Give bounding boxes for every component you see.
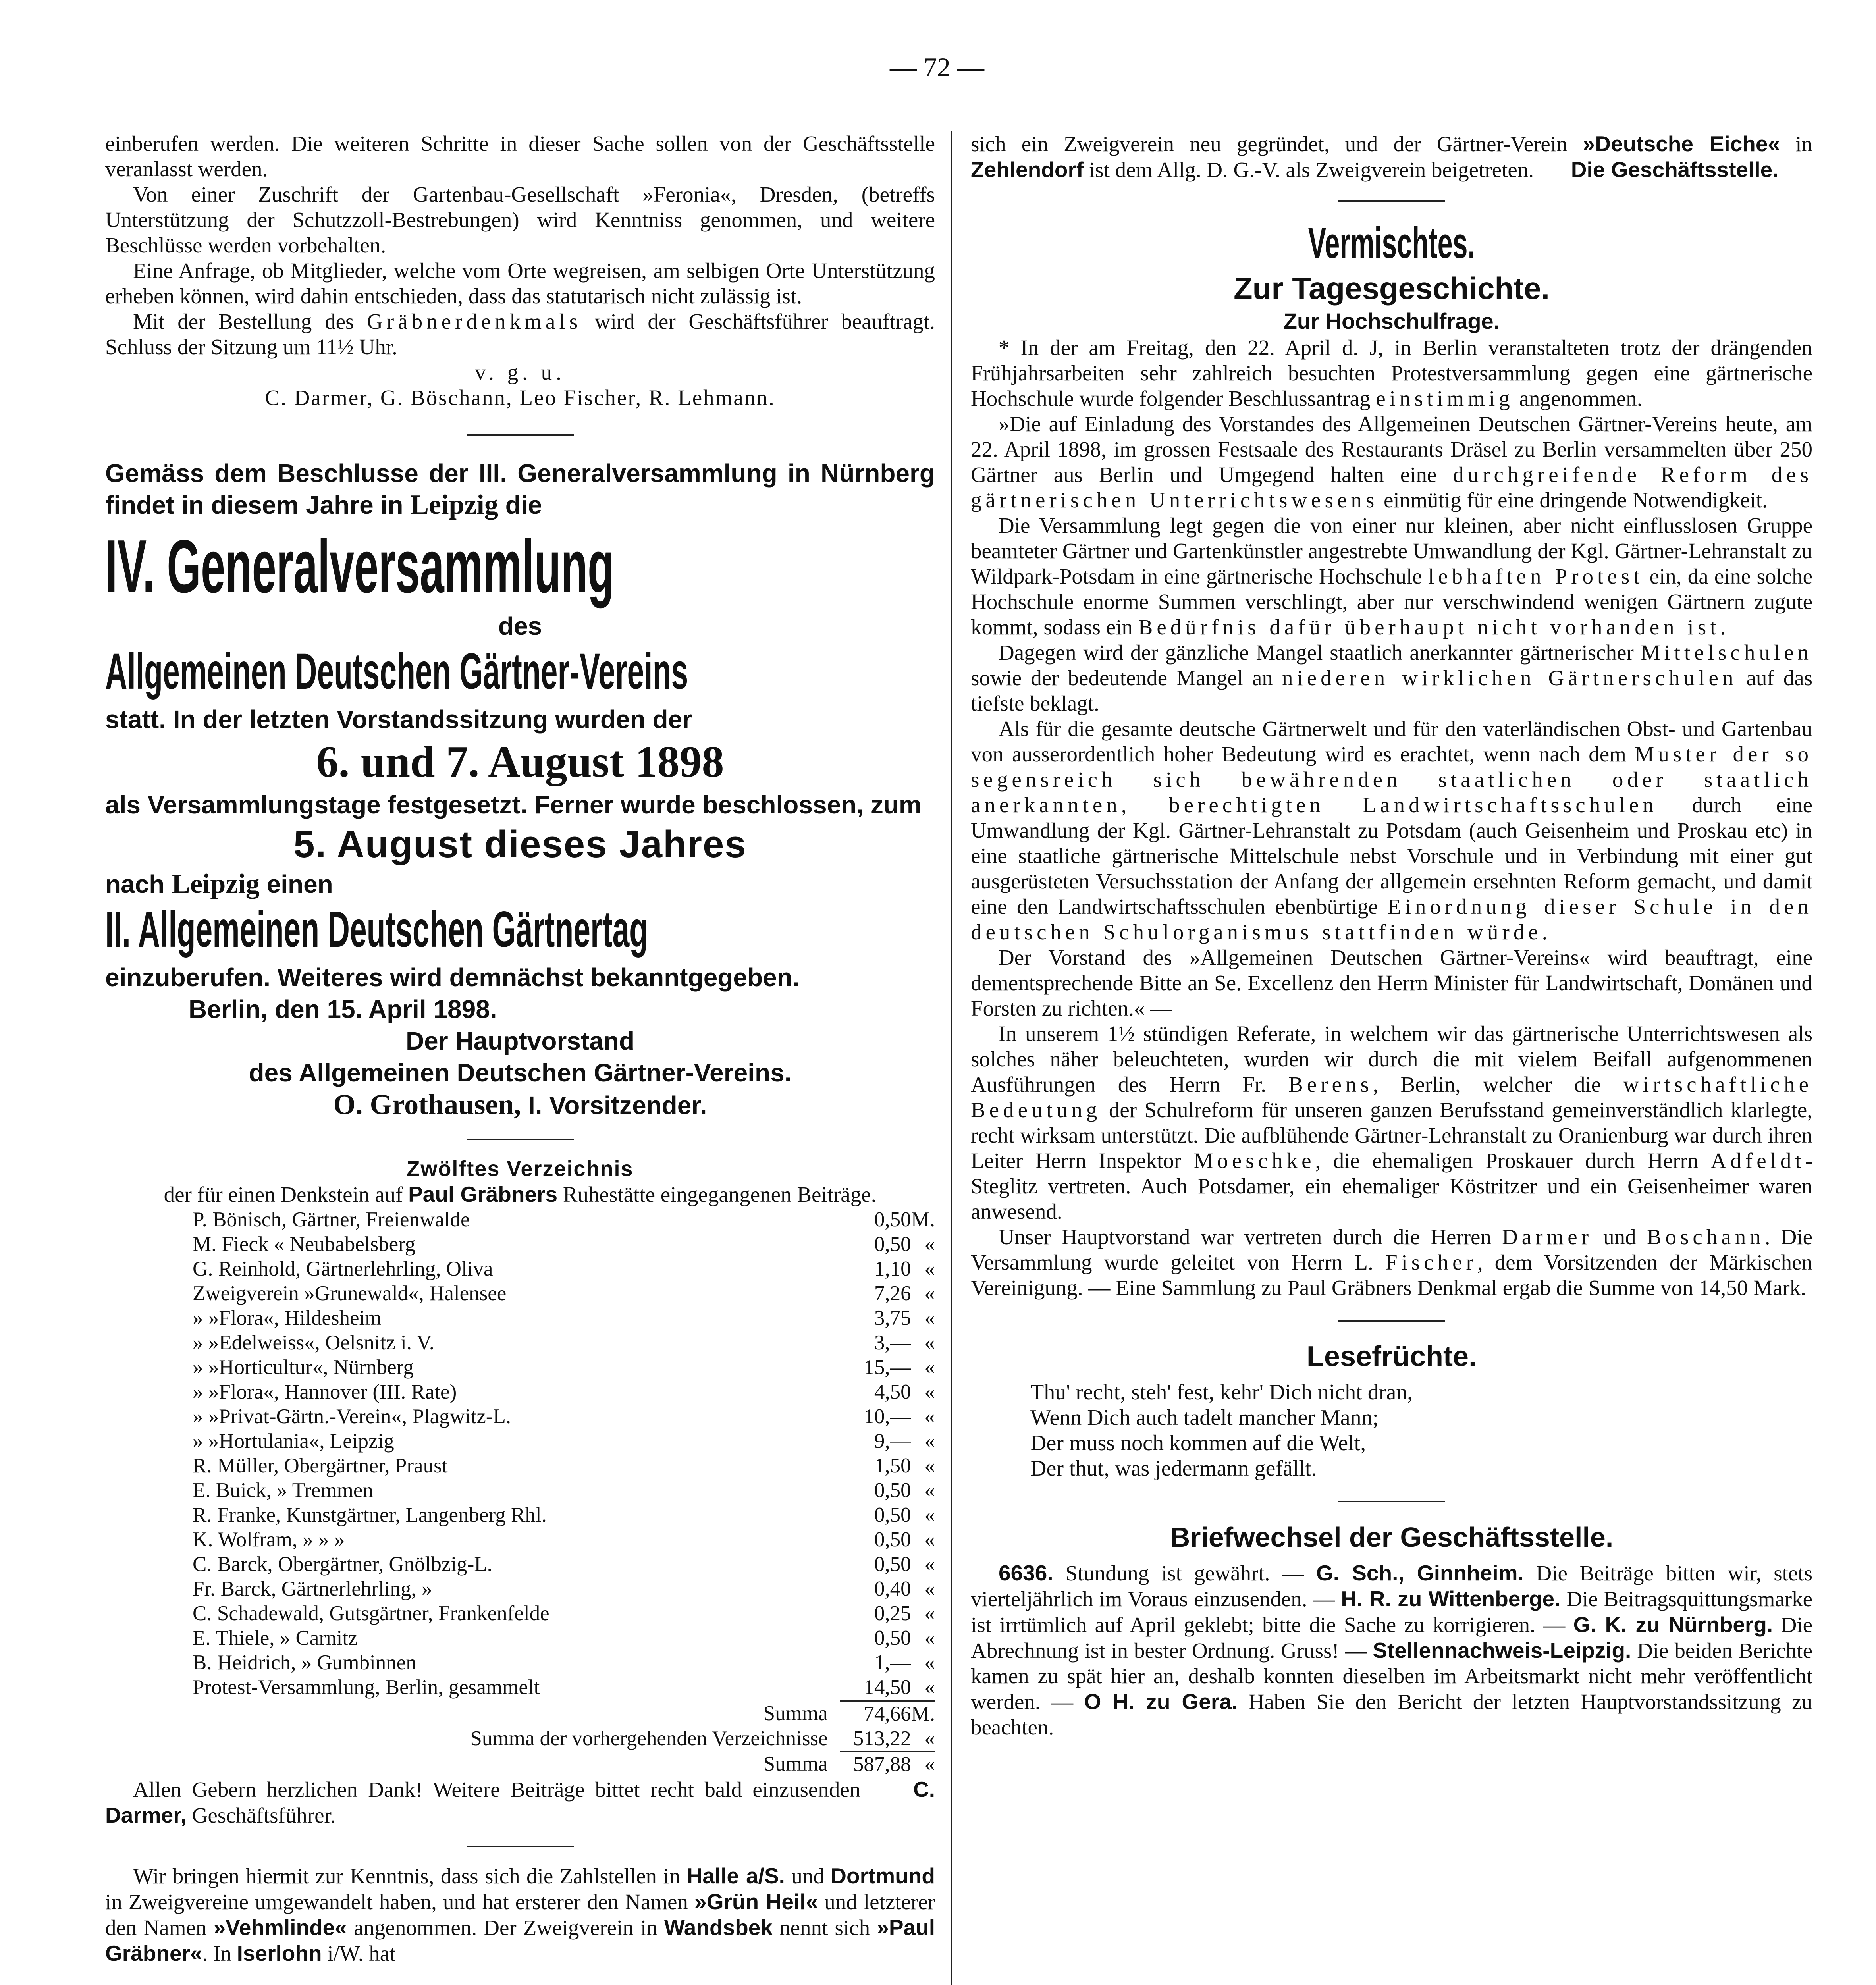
emphasized-text: Wandsbek [664,1915,773,1940]
emphasized-text: Dortmund [831,1864,935,1888]
donor-name: G. Reinhold, Gärtnerlehrling, Oliva [193,1257,493,1280]
table-row [224,1752,935,1777]
text: -Steglitz vertreten. Auch Potsdamer, ein ehemaliger Köstritzer und ein Geisenheimer waren anwesend. [971,1149,1813,1224]
emphasized-text: Halle a/S. [686,1864,785,1888]
text: als Versammlungstage festgesetzt. Ferner wurde beschlossen, zum [105,790,922,819]
unit: M. [911,1208,935,1231]
text: , die ehemaligen Proskauer durch Herrn [1315,1149,1699,1173]
emphasized-text: O H. zu Gera. [1084,1689,1238,1714]
emphasized-text: Adfeldt [1710,1149,1805,1173]
zahlstellen-paragraph [105,1863,935,1966]
donation-amount: 4,50 [874,1380,911,1403]
announcement [105,457,935,1121]
text: angenommen. Der Zweigverein in [347,1916,664,1940]
paragraph [971,640,1812,716]
unit: « [924,1257,935,1280]
donor-name: » »Flora«, Hildesheim [193,1307,382,1330]
text: des Allgemeinen Deutschen Gärtner-Vereins. [249,1058,792,1087]
donation-amount: 0,50 [874,1503,911,1526]
table-row [193,1257,935,1281]
emphasized-text: Bedürfnis dafür überhaupt nicht vorhanden ist. [1138,615,1730,639]
paragraph [971,716,1812,945]
donation-amount: 0,40 [874,1577,911,1600]
table-row [193,1601,935,1626]
summary-table [224,1700,935,1777]
emphasized-text: »Grün Heil« [694,1889,818,1914]
city-name: Leipzig [410,490,498,520]
text: ein, da eine solche Hochschule enorme Summen verschlingt, aber nur verschwindend wenigen Gärtnern zugute kommt, sodass ein [971,564,1813,639]
emphasized-text: »Deutsche Eiche« [1583,131,1780,156]
donor-name: B. Heidrich, » Gumbinnen [193,1651,416,1674]
announcement-signature [105,1089,935,1121]
emphasized-text: »Vehmlinde« [213,1915,347,1940]
table-row [193,1576,935,1601]
emphasized-text: wirtschaftliche Bedeutung [971,1072,1812,1122]
unit: « [924,1528,935,1551]
emphasized-text: Gräbnerdenkmals [367,309,582,333]
headline-wrap [105,900,935,962]
emphasized-text: Stellennachweis-Leipzig. [1373,1638,1631,1663]
unit: « [924,1479,935,1502]
gaertnertag-date: 5. August dieses Jahres [293,823,747,865]
text: Wir bringen hiermit zur Kenntnis, dass sich die Zahlstellen in [133,1864,687,1888]
unit: « [924,1430,935,1453]
text: nach [105,870,165,898]
text: i/W. hat [322,1941,396,1966]
unit: « [924,1233,935,1256]
list-title: Zwölftes Verzeichnis [407,1157,634,1181]
unit: « [924,1405,935,1428]
emphasized-text: niederen wirklichen Gärtnerschulen [1282,666,1737,690]
text: auf das tiefste beklagt. [971,666,1813,715]
paragraph [971,335,1812,411]
emphasized-text: G. K. zu Nürnberg. [1573,1612,1773,1637]
poem-line: Wenn Dich auch tadelt mancher Mann; [1030,1405,1379,1430]
donor-name: Protest-Versammlung, Berlin, gesammelt [193,1676,540,1699]
text: einzuberufen. Weiteres wird demnächst bekanntgegeben. [105,963,800,992]
paragraph: einberufen werden. Die weiteren Schritte in dieser Sache sollen von der Geschäftsstelle veranlasst werden. [105,131,935,181]
right-column [971,131,1812,1740]
section-heading: Vermischtes. [1308,219,1475,268]
unit: « [924,1503,935,1526]
unit: « [924,1454,935,1477]
headline-verein: Allgemeinen Deutschen Gärtner-Vereins [105,643,688,700]
table-row [193,1404,935,1429]
text: Die Versammlung legt gegen die von einer nur kleinen, aber nicht einflusslosen Gruppe beamteter Gärtner und Gartenkünstler angestrebte Umwandlung der Kgl. Gärtner-Lehranstalt zu Wildpark-Potsdam in eine gärtnerische Hochschule [971,513,1812,588]
donor-name: » »Privat-Gärtn.-Verein«, Plagwitz-L. [193,1405,511,1428]
emphasized-text: Zehlendorf [971,157,1084,182]
table-row [193,1503,935,1527]
donation-amount: 0,25 [874,1602,911,1625]
meeting-dates: 6. und 7. August 1898 [316,737,724,786]
text [105,868,935,900]
donor-name: E. Thiele, » Carnitz [193,1627,358,1650]
section-heading: Briefwechsel der Geschäftsstelle. [1170,1522,1614,1553]
text: Stundung ist gewährt. — [1053,1561,1316,1585]
donation-amount: 0,50 [874,1528,911,1551]
text: der für einen Denkstein auf [164,1182,403,1206]
text: Gemäss dem Beschlusse der III. Generalversammlung in Nürnberg findet in diesem Jahre in [105,459,935,519]
section-heading: Lesefrüchte. [1306,1341,1477,1372]
text: des [498,612,542,640]
donor-name: K. Wolfram, » » » [193,1528,345,1551]
signer-name: O. Grothausen, [333,1089,521,1120]
emphasized-text: G. Sch., Ginnheim. [1316,1561,1524,1585]
paragraph [971,1021,1812,1224]
emphasized-text: H. R. zu Wittenberge. [1341,1586,1561,1611]
headline-wrap [105,642,935,703]
text: die [505,491,542,519]
table-row [193,1675,935,1700]
unit: « [911,1752,935,1777]
donor-name: » »Horticultur«, Nürnberg [193,1356,414,1379]
text: , dem Vorsitzenden der Märkischen Vereinigung. — Eine Sammlung zu Paul Gräbners Denkmal ergab die Summe von 14,50 Mark. [971,1250,1812,1300]
unit: M. [911,1701,935,1727]
emphasized-text: Einordnung dieser Schule in den deutschen Schulorganismus stattfinden würde. [971,894,1812,944]
donor-name: P. Bönisch, Gärtner, Freienwalde [193,1208,470,1231]
table-row [193,1527,935,1552]
summa-total-label: Summa [763,1752,828,1775]
unit: « [924,1602,935,1625]
text: »Die auf Einladung des Vorstandes des Allgemeinen Deutschen Gärtner-Vereins heute, am 22. April 1898, im grossen Festsaale des Restaurants Dräsel zu Berlin versammelten über 250 Gärtner aus Berlin und Umgegend halten eine [971,412,1812,487]
donor-name: Fr. Barck, Gärtnerlehrling, » [193,1577,432,1600]
text: Unser Hauptvorstand war vertreten durch die Herren [999,1225,1491,1249]
emphasized-text: lebhaften Protest [1428,564,1644,588]
table-row [193,1207,935,1232]
summa-value: 74,66 [840,1701,911,1727]
text: Paul Gräbners [408,1182,558,1206]
text: und [1603,1225,1636,1249]
table-row [193,1453,935,1478]
signer-role: I. Vorsitzender. [528,1091,707,1120]
separator-rule [1338,1501,1445,1502]
summa-total-value: 587,88 [840,1752,911,1777]
signer-name: C. Darmer, [105,1777,935,1827]
unit: « [924,1627,935,1650]
text: ist dem Allg. D. G.-V. als Zweigverein beigetreten. [1084,158,1539,182]
unit: « [924,1307,935,1330]
donation-amount: 1,— [874,1651,911,1674]
donation-amount: 10,— [864,1405,911,1428]
paragraph [971,513,1812,640]
text: In unserem 1½ stündigen Referate, in welchem wir das gärtnerische Unterrichtswesen als solches näher beleuchteten, wurden wir durch die mit vielem Beifall aufgenommenen Ausführungen des Herrn Fr. [971,1021,1812,1097]
unit: « [924,1356,935,1379]
left-column [105,131,935,1966]
donation-amount: 3,75 [874,1307,911,1330]
text: Dagegen wird der gänzliche Mangel staatlich anerkannter gärtnerischer [999,640,1634,665]
text: Die Beiträge bitten wir, stets vierteljährlich im Voraus einzusenden. — [971,1561,1812,1611]
donation-amount: 1,10 [874,1257,911,1280]
poem [1030,1380,1812,1481]
signature: Die Geschäftsstelle. [1571,157,1779,182]
summa-prev-label: Summa der vorhergehenden Verzeichnisse [470,1727,828,1750]
paragraph: Von einer Zuschrift der Gartenbau-Gesellschaft »Feronia«, Dresden, (betreffs Unterstützung der Schutzzoll-Bestrebungen) wird Kenntniss genommen, und weitere Beschlüsse werden vorbehalten. [105,182,935,257]
table-row [224,1701,935,1727]
table-row [193,1650,935,1675]
thanks-paragraph [105,1777,935,1828]
text: . Die Versammlung wurde geleitet von Herrn L. [971,1225,1813,1274]
donor-name: » »Hortulania«, Leipzig [193,1430,394,1453]
table-row [193,1552,935,1576]
donor-name: Zweigverein »Grunewald«, Halensee [193,1282,507,1305]
announcement-intro [105,457,935,521]
separator-rule [467,434,574,436]
donor-name: E. Buick, » Tremmen [193,1479,373,1502]
city-name: Leipzig [172,869,260,899]
donation-amount: 0,50 [874,1553,911,1576]
donor-name: » »Edelweiss«, Oelsnitz i. V. [193,1331,434,1354]
continued-paragraph [971,131,1812,183]
summa-label: Summa [763,1702,828,1725]
signer-role: Geschäftsführer. [192,1803,336,1827]
table-row [193,1355,935,1380]
subheading: Zur Tagesgeschichte. [1233,271,1550,306]
page-number: — 72 — [890,52,984,82]
text: Der Hauptvorstand [405,1027,635,1055]
text: Die Beitragsquittungsmarke ist irrtümlich auf April geklebt; bitte die Sache zu korrigieren. — [971,1587,1812,1637]
text: sowie der bedeutende Mangel an [971,666,1273,690]
donation-amount: 0,50 [874,1233,911,1256]
donation-amount: 15,— [864,1356,911,1379]
poem-line: Thu' recht, steh' fest, kehr' Dich nicht dran, [1030,1380,1413,1405]
paragraph [971,1224,1812,1301]
table-row [193,1626,935,1650]
headline-gaertnertag: II. Allgemeinen Deutschen Gärtnertag [105,901,648,958]
unit: « [924,1380,935,1403]
separator-rule [1338,200,1445,202]
text: und [785,1864,831,1888]
poem-line: Der muss noch kommen auf die Welt, [1030,1431,1366,1455]
donor-name: R. Müller, Obergärtner, Praust [193,1454,448,1477]
headline-generalversammlung: IV. Generalversammlung [105,524,615,609]
table-row [224,1726,935,1752]
text: Haben Sie den Bericht der letzten Hauptvorstandssitzung zu beachten. [971,1690,1812,1739]
text: Die Abrechnung ist in bester Ordnung. Gruss! — [971,1613,1812,1663]
donor-name: R. Franke, Kunstgärtner, Langenberg Rhl. [193,1503,547,1526]
table-row [193,1429,935,1453]
subheading: Zur Hochschulfrage. [1283,308,1500,333]
text: * In der am Freitag, den 22. April d. J, in Berlin veranstalteten trotz der drängenden Frühjahrsarbeiten sehr zahlreich besuchten Protestversammlung gegen eine gärtnerische Hochschule wurde folgender Beschlussantrag [971,335,1812,410]
text: statt. In der letzten Vorstandssitzung wurden der [105,705,692,734]
text: Mit der Bestellung des [133,309,354,333]
donation-amount: 1,50 [874,1454,911,1477]
emphasized-text: »Paul Gräbner« [105,1915,935,1966]
donor-name: C. Schadewald, Gutsgärtner, Frankenfelde [193,1602,549,1625]
text: Ruhestätte eingegangenen Beiträge. [563,1182,877,1206]
unit: « [924,1651,935,1674]
emphasized-text: Darmer [1502,1225,1593,1249]
emphasized-text: Fischer [1385,1250,1477,1274]
paragraph [105,309,935,360]
table-row [193,1306,935,1330]
text: Die beiden Berichte kamen zu spät hier an, deshalb konnten dieselben im Arbeitsmarkt nicht mehr veröffentlicht werden. — [971,1638,1813,1714]
text: einmütig für eine dringende Notwendigkeit. [1384,488,1768,512]
text: angenommen. [1519,386,1643,410]
text: durch eine Umwandlung der Kgl. Gärtner-Lehranstalt zu Potsdam (auch Geisenheim und Proskau etc) in eine staatliche gärtnerische Mittelschule nebst Vorschule und in Verbindung mit einer gut ausgerüsteten Versuchsstation der Anfang der allgemein ersehnten Reform gemacht, und damit eine den Landwirtschaftsschulen ebenbürtige [971,793,1813,919]
text: und letzterer den Namen [105,1890,935,1940]
table-row [193,1330,935,1355]
donation-amount: 7,26 [874,1282,911,1305]
minutes-approval: v. g. u. [475,360,565,384]
text: der Schulreform für unseren ganzen Berufsstand gemeinverständlich klarlegte, recht wirksam unterstützt. Die aufblühende Gärtner-Lehranstalt zu Oranienburg war durch ihren Leiter Herrn Inspektor [971,1098,1812,1173]
correspondence-paragraph [971,1560,1812,1740]
donation-rows [193,1207,935,1700]
table-row [193,1232,935,1257]
donation-amount: 0,50 [874,1479,911,1502]
table-row [193,1380,935,1404]
poem-line: Der thut, was jedermann gefällt. [1030,1456,1317,1481]
text: sich ein Zweigverein neu gegründet, und der Gärtner-Verein [971,132,1583,156]
column-divider [951,131,952,1985]
emphasized-text: einstimmig [1376,386,1514,410]
unit: « [924,1676,935,1699]
donation-amount: 0,50 [874,1627,911,1650]
emphasized-text: Moeschke [1193,1149,1315,1173]
table-row [193,1478,935,1503]
donor-name: M. Fieck « Neubabelsberg [193,1233,416,1256]
headline-wrap [105,525,935,610]
separator-rule [1338,1320,1445,1322]
emphasized-text: Berens [1288,1072,1373,1097]
paragraph: Eine Anfrage, ob Mitglieder, welche vom Orte wegreisen, am selbigen Orte Unterstützung erheben können, wird dahin entschieden, dass das statutarisch nicht zulässig ist. [105,258,935,308]
text: in [1780,132,1813,156]
unit: « [924,1577,935,1600]
emphasized-text: 6636. [999,1561,1053,1585]
place-date: Berlin, den 15. April 1898. [189,995,497,1023]
text: , Berlin, welcher die [1373,1072,1601,1097]
donation-amount: 14,50 [864,1676,911,1699]
text: wird der Geschäftsführer beauftragt. Schluss der Sitzung um 11½ Uhr. [105,309,935,359]
text: nennt sich [772,1916,877,1940]
donation-table [193,1207,935,1700]
text: . In [202,1941,237,1966]
donation-amount: 3,— [874,1331,911,1354]
text: einen [266,870,333,898]
donation-amount: 9,— [874,1430,911,1453]
unit: « [924,1553,935,1576]
list-subtitle [105,1181,935,1207]
donor-name: C. Barck, Obergärtner, Gnölbzig-L. [193,1553,492,1576]
table-row [193,1281,935,1306]
emphasized-text: durchgreifende Reform des gärtnerischen Unterrichtswesens [971,463,1813,512]
emphasized-text: Boschann [1647,1225,1765,1249]
emphasized-text: Mittelschulen [1641,640,1813,665]
donor-name: » »Flora«, Hannover (III. Rate) [193,1380,457,1403]
paragraph [971,411,1812,513]
unit: « [924,1727,935,1750]
unit: « [924,1331,935,1354]
separator-rule [467,1846,574,1847]
donation-amount: 0,50 [874,1208,911,1231]
emphasized-text: Iserlohn [237,1941,322,1966]
text: Als für die gesamte deutsche Gärtnerwelt und für den vaterländischen Obst- und Gartenbau von ausserordentlich hoher Bedeutung wird es erachtet, wenn nach dem [971,717,1812,766]
text: in Zweigvereine umgewandelt haben, und hat ersterer den Namen [105,1890,695,1914]
emphasized-text: Muster der so segensreich sich bewährenden staatlichen oder staatlich anerkannten, berechtigten Landwirtschaftsschulen [971,742,1813,817]
summa-prev-value: 513,22 [853,1727,911,1750]
minutes-signers: C. Darmer, G. Böschann, Leo Fischer, R. Lehmann. [265,385,775,410]
text: Allen Gebern herzlichen Dank! Weitere Beiträge bittet recht bald einzusenden [133,1777,861,1802]
separator-rule [467,1139,574,1140]
unit: « [924,1282,935,1305]
paragraph: Der Vorstand des »Allgemeinen Deutschen Gärtner-Vereins« wird beauftragt, eine dementsprechende Bitte an Se. Excellenz den Herrn Minister für Landwirtschaft, Domänen und Forsten zu richten.« — [971,945,1812,1020]
